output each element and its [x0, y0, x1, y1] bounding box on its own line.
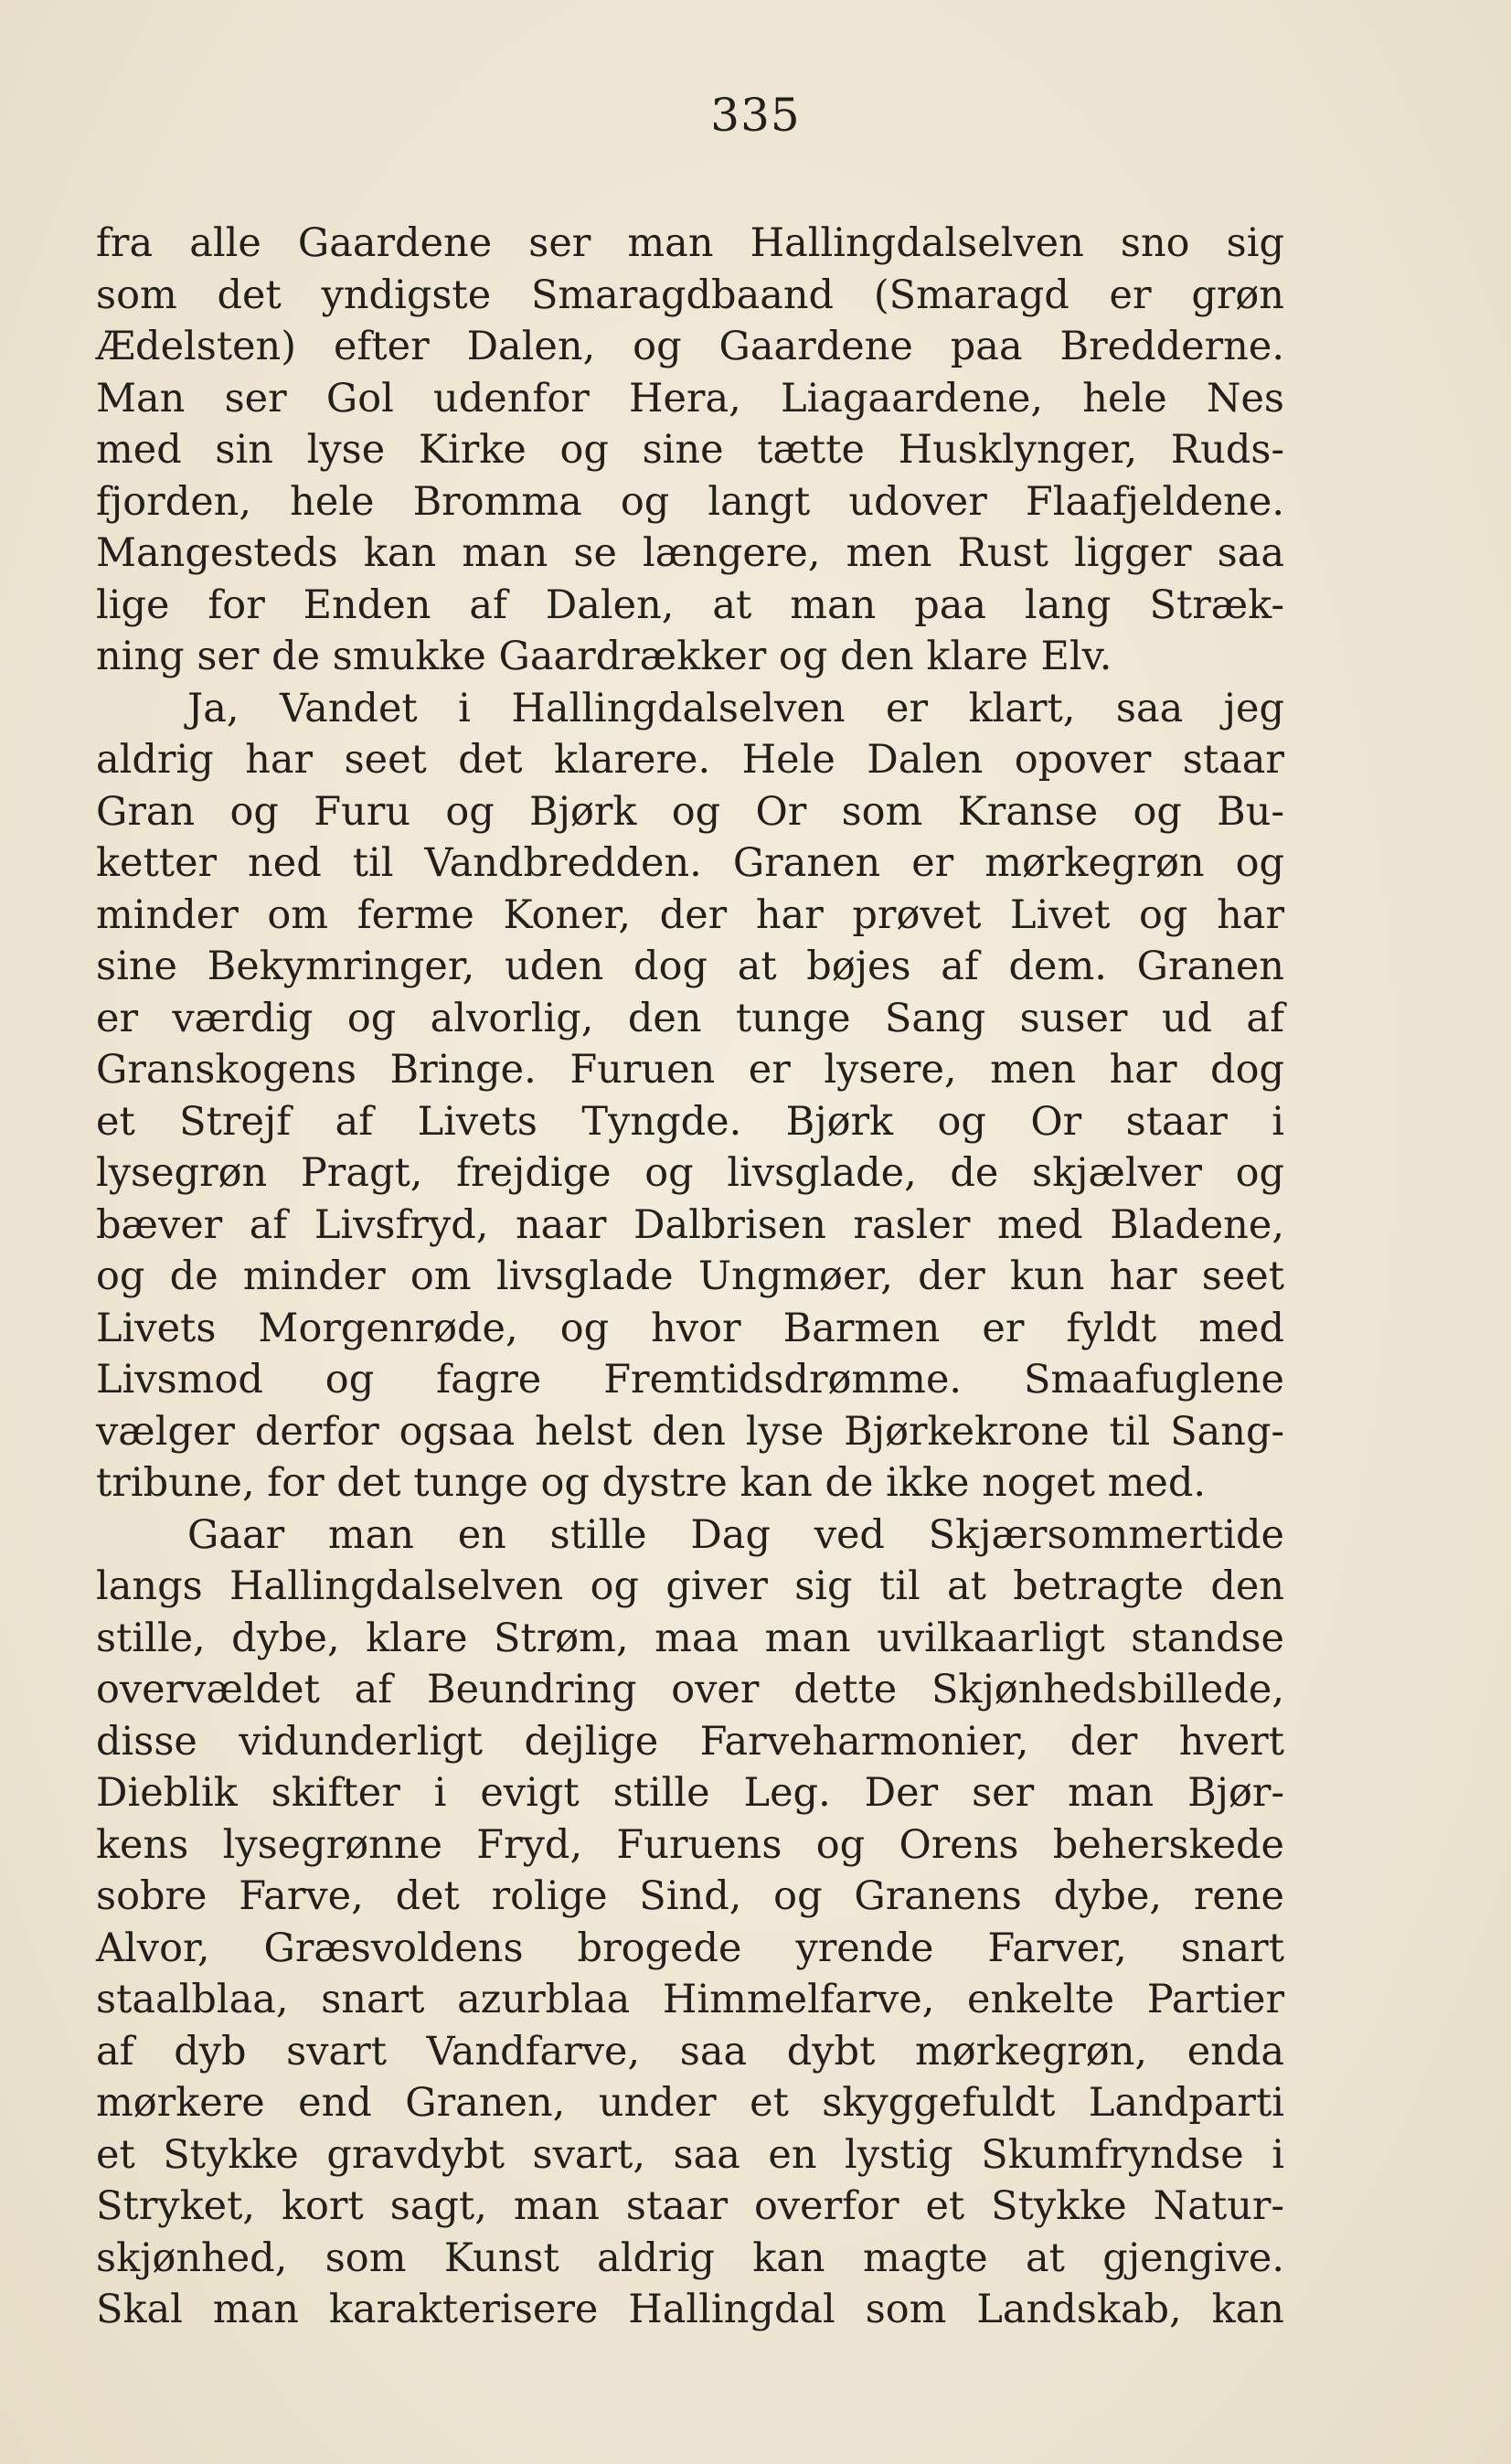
text-line: Alvor, Græsvoldens brogede yrende Farver, snart [96, 1925, 1284, 1971]
text-line: lige for Enden af Dalen, at man paa lang Stræk- [96, 581, 1284, 628]
text-line: Granskogens Bringe. Furuen er lysere, men har dog [96, 1047, 1284, 1093]
text-line: og de minder om livsglade Ungmøer, der kun har seet [96, 1253, 1284, 1299]
text-line: Gran og Furu og Bjørk og Or som Kranse og Bu- [96, 788, 1284, 835]
text-line: sobre Farve, det rolige Sind, og Granens dybe, rene [96, 1873, 1284, 1919]
text-line: Ja, Vandet i Hallingdalselven er klart, saa jeg [187, 685, 1284, 731]
text-line: ning ser de smukke Gaardrækker og den klare Elv. [96, 634, 1112, 679]
text-line: af dyb svart Vandfarve, saa dybt mørkegrøn, enda [96, 2028, 1284, 2075]
text-line: bæver af Livsfryd, naar Dalbrisen rasler med Bladene, [96, 1201, 1284, 1248]
text-line: Skal man karakterisere Hallingdal som Landskab, kan [96, 2287, 1284, 2332]
text-line: Livsmod og fagre Fremtidsdrømme. Smaafuglene [96, 1357, 1284, 1403]
text-line: staalblaa, snart azurblaa Himmelfarve, enkelte Partier [96, 1977, 1284, 2022]
text-line: fra alle Gaardene ser man Hallingdalselven sno sig [96, 220, 1284, 266]
text-line: vælger derfor ogsaa helst den lyse Bjørkekrone til Sang- [96, 1408, 1284, 1455]
page-number: 335 [710, 89, 801, 142]
text-line: minder om ferme Koner, der har prøvet Livet og har [96, 891, 1284, 938]
text-line: skjønhed, som Kunst aldrig kan magte at gjengive. [96, 2235, 1284, 2281]
text-line: Mangesteds kan man se længere, men Rust ligger saa [96, 530, 1284, 576]
body-text [96, 218, 1284, 2336]
text-line: stille, dybe, klare Strøm, maa man uvilkaarligt standse [96, 1615, 1284, 1661]
text-line: Man ser Gol udenfor Hera, Liagaardene, hele Nes [96, 375, 1284, 421]
text-line: Gaar man en stille Dag ved Skjærsommertide [187, 1511, 1284, 1558]
text-line: kens lysegrønne Fryd, Furuens og Orens beherskede [96, 1821, 1284, 1868]
text-line: Livets Morgenrøde, og hvor Barmen er fyldt med [96, 1305, 1284, 1351]
text-line: langs Hallingdalselven og giver sig til at betragte den [96, 1563, 1284, 1609]
text-line: mørkere end Granen, under et skyggefuldt Landparti [96, 2080, 1284, 2126]
text-line: Dieblik skifter i evigt stille Leg. Der ser man Bjør- [96, 1770, 1284, 1816]
text-line: er værdig og alvorlig, den tunge Sang suser ud af [96, 995, 1284, 1041]
text-line: med sin lyse Kirke og sine tætte Husklynger, Ruds- [96, 427, 1284, 473]
text-line: Ædelsten) efter Dalen, og Gaardene paa Bredderne. [96, 324, 1284, 369]
text-line: overvældet af Beundring over dette Skjønhedsbillede, [96, 1667, 1284, 1712]
text-line: sine Bekymringer, uden dog at bøjes af dem. Granen [96, 944, 1284, 989]
text-line: Stryket, kort sagt, man staar overfor et Stykke Natur- [96, 2183, 1284, 2229]
text-line: ketter ned til Vandbredden. Granen er mørkegrøn og [96, 840, 1284, 886]
text-line: et Strejf af Livets Tyngde. Bjørk og Or staar i [96, 1098, 1284, 1145]
text-line: disse vidunderligt dejlige Farveharmonier, der hvert [96, 1718, 1284, 1765]
text-line: som det yndigste Smaragdbaand (Smaragd er grøn [96, 272, 1284, 318]
text-line: et Stykke gravdybt svart, saa en lystig Skumfryndse i [96, 2131, 1284, 2178]
text-line: lysegrøn Pragt, frejdige og livsglade, de skjælver og [96, 1150, 1284, 1196]
text-line: fjorden, hele Bromma og langt udover Flaafjeldene. [96, 478, 1284, 525]
text-line: tribune, for det tunge og dystre kan de ikke noget med. [96, 1460, 1207, 1506]
text-line: aldrig har seet det klarere. Hele Dalen opover staar [96, 737, 1284, 783]
